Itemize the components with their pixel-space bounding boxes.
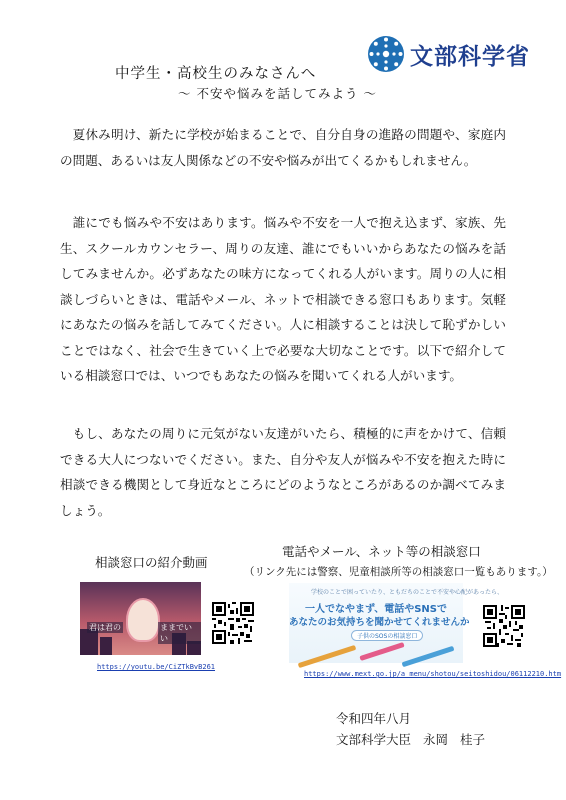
org-name: 文部科学省 [410,43,530,70]
video-caption-left: 君は君の [89,623,121,632]
contact-section-label: 電話やメール、ネット等の相談窓口 [282,544,481,559]
pencil-icon [359,642,404,661]
pencil-icon [298,645,357,668]
page-title: 中学生・高校生のみなさんへ [115,66,317,82]
qr-code-icon[interactable] [483,605,525,647]
video-link[interactable]: https://youtu.be/CiZTkBvB261 [97,663,216,671]
contact-link[interactable]: https://www.mext.go.jp/a_menu/shotou/seitoshidou/06112210.htm [304,670,562,678]
mext-logo-icon [366,34,406,74]
video-thumbnail[interactable] [80,582,201,655]
banner-headline: 一人でなやまず、電話やSNSで [305,604,447,615]
mext-logo [366,34,530,74]
contact-banner[interactable] [289,583,503,663]
paragraph-3: もし、あなたの周りに元気がない友達がいたら、積極的に声をかけて、信頼できる大人につないでください。また、自分や友人が悩みや不安を抱えた時に相談できる機関として身近なところにどのようなところがあるのか調べてみましょう。 [60,426,506,518]
banner-text-small: 学校のことで困っていたり、ともだちのことで不安や心配があったら、 [311,589,503,596]
page-subtitle: ～ 不安や悩みを話してみよう ～ [178,86,377,101]
video-section-label: 相談窓口の紹介動画 [95,555,208,570]
pencil-icon [402,646,455,667]
video-caption-right: ままでいい [158,622,201,644]
paragraph-2: 誰にでも悩みや不安はあります。悩みや不安を一人で抱え込まず、家族、先生、スクールカウンセラー、周りの友達、誰にでもいいからあなたの悩みを話してみませんか。必ずあなたの味方になってくれる人がいます。周りの人に相談しづらいときは、電話やメール、ネットで相談できる窓口もあります。気軽にあなたの悩みを話してみてください。人に相談することは決して恥ずかしいことではなく、社会で生きていく上で必要な大切なことです。以下で紹介している相談窓口では、いつでもあなたの悩みを聞いてくれる人がいます。 [60,215,506,383]
minister-signature: 文部科学大臣 永岡 桂子 [336,732,485,747]
qr-code-icon[interactable] [212,602,254,644]
issue-date: 令和四年八月 [336,711,412,726]
banner-badge: 子供のSOSの相談窓口 [351,630,423,641]
contact-note: （リンク先には警察、児童相談所等の相談窓口一覧もあります。） [244,566,553,578]
paragraph-1: 夏休み明け、新たに学校が始まることで、自分自身の進路の問題や、家庭内の問題、あるいは友人関係などの不安や悩みが出てくるかもしれません。 [60,127,506,168]
illustration-girl [126,598,160,642]
banner-subheadline: あなたのお気持ちを聞かせてくれませんか [289,617,470,628]
